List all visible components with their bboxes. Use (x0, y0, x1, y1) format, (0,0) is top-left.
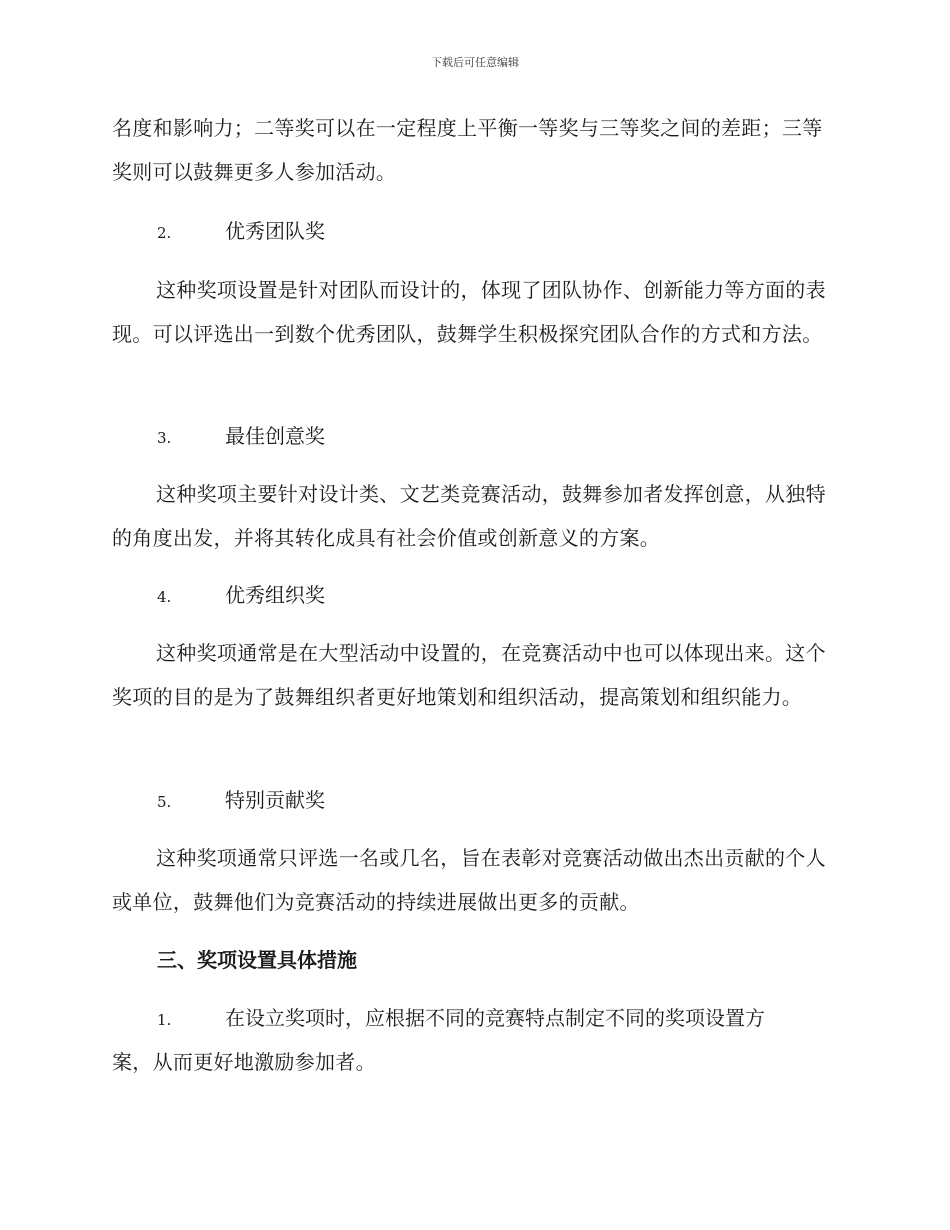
measure-item-1-line2: 案，从而更好地激励参加者。 (112, 1050, 376, 1074)
list-number: 5. (157, 793, 172, 811)
list-number: 2. (157, 224, 172, 242)
list-number: 4. (157, 588, 172, 606)
award-item-3-title (157, 414, 325, 460)
intro-paragraph: 名度和影响力；二等奖可以在一定程度上平衡一等奖与三等奖之间的差距；三等奖则可以鼓舞更多人参加活动。 (112, 116, 823, 184)
award-item-4-title (157, 573, 325, 619)
section-heading: 三、奖项设置具体措施 (157, 948, 357, 972)
award-item-3-description: 这种奖项主要针对设计类、文艺类竞赛活动，鼓舞参加者发挥创意，从独特的角度出发，并将其转化成具有社会价值或创新意义的方案。 (112, 482, 826, 550)
award-item-2-title (157, 209, 325, 255)
list-number: 1. (157, 1011, 172, 1029)
award-title: 优秀组织奖 (225, 583, 325, 607)
measure-item-1-line1 (157, 996, 765, 1042)
award-title: 最佳创意奖 (225, 424, 325, 448)
award-item-2-description: 这种奖项设置是针对团队而设计的，体现了团队协作、创新能力等方面的表现。可以评选出一到数个优秀团队，鼓舞学生积极探究团队合作的方式和方法。 (112, 278, 826, 346)
measure-text: 在设立奖项时，应根据不同的竞赛特点制定不同的奖项设置方 (225, 1006, 765, 1030)
award-item-5-title (157, 778, 325, 824)
award-item-4-description: 这种奖项通常是在大型活动中设置的，在竞赛活动中也可以体现出来。这个奖项的目的是为了鼓舞组织者更好地策划和组织活动，提高策划和组织能力。 (112, 641, 826, 709)
page-header: 下载后可任意编辑 (431, 56, 519, 69)
award-title: 优秀团队奖 (225, 219, 325, 243)
award-item-5-description: 这种奖项通常只评选一名或几名，旨在表彰对竞赛活动做出杰出贡献的个人或单位，鼓舞他们为竞赛活动的持续进展做出更多的贡献。 (112, 846, 826, 914)
list-number: 3. (157, 429, 172, 447)
award-title: 特别贡献奖 (225, 788, 325, 812)
